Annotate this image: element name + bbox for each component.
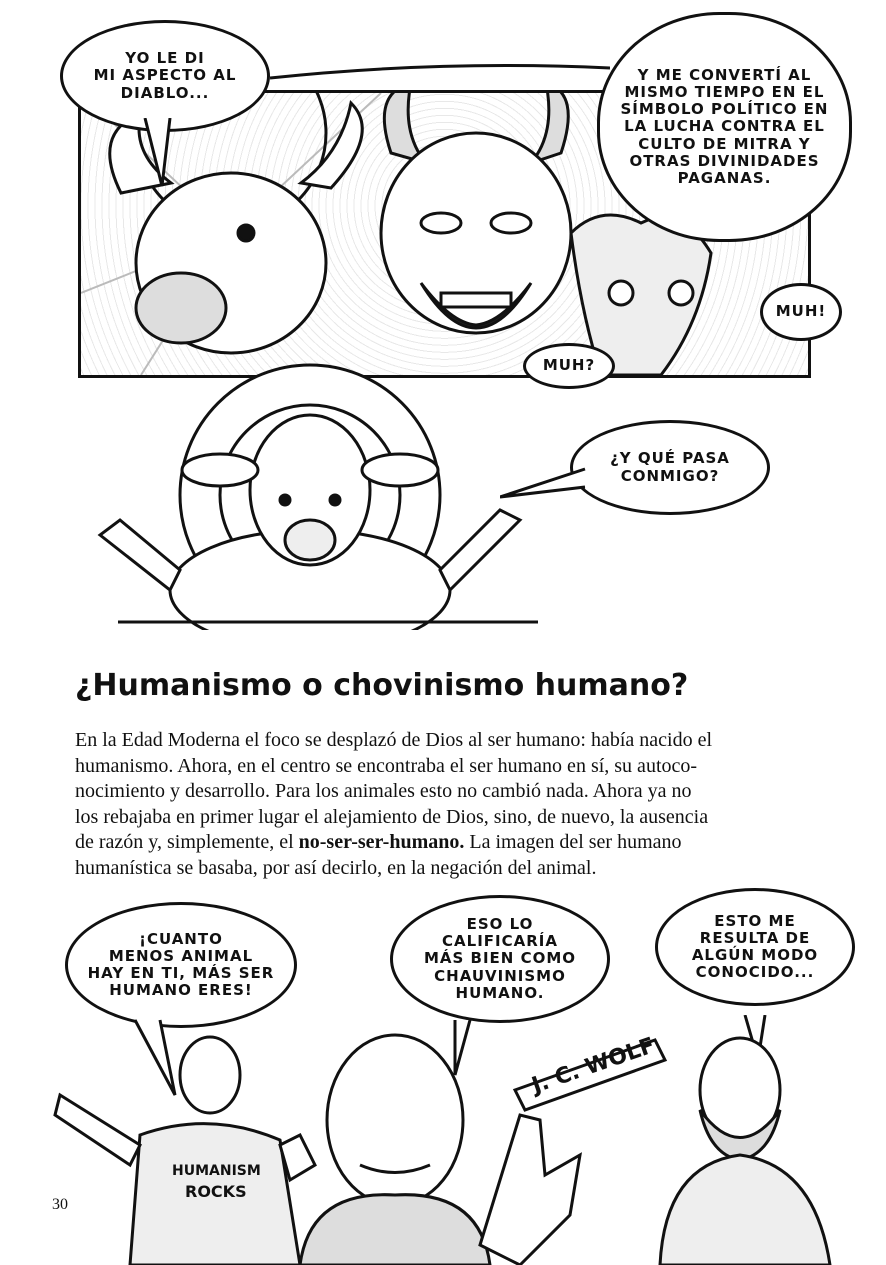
- lamb-bubble-tail: [500, 465, 590, 500]
- sign-text: J. C. WOLF: [528, 1033, 659, 1099]
- body-paragraph: [75, 728, 815, 882]
- devil-speech-bubble: Y ME CONVERTÍ AL MISMO TIEMPO EN EL SÍMBOLO POLÍTICO EN LA LUCHA CONTRA EL CULTO DE MITRA Y OTRAS DIVINIDADES PAGANAS.: [597, 12, 852, 242]
- shirt-text-line1: HUMANISM: [172, 1163, 261, 1179]
- lamb-figure: [100, 415, 520, 630]
- section-heading: ¿Humanismo o chovinismo humano?: [75, 668, 689, 703]
- body-line: nocimiento y desarrollo. Para los animales esto no cambió nada. Ahora ya no: [75, 780, 692, 803]
- lamb-illustration: [60, 360, 560, 630]
- body-line: los rebajaba en primer lugar el alejamiento de Dios, sino, de nuevo, la ausencia: [75, 805, 709, 828]
- bull-speech-bubble: YO LE DI MI ASPECTO AL DIABLO...: [60, 20, 270, 132]
- bubble-connector: [270, 60, 610, 90]
- humanist-figure: [55, 1037, 315, 1265]
- body-line-start: de razón y, simplemente, el: [75, 831, 299, 854]
- body-line-end: La imagen del ser humano: [464, 831, 682, 854]
- lamb-speech-bubble: ¿Y QUÉ PASA CONMIGO?: [570, 420, 770, 515]
- muh-question-bubble: MUH?: [523, 343, 615, 389]
- humanist-speech-bubble: ¡CUANTO MENOS ANIMAL HAY EN TI, MÁS SER HUMANO ERES!: [65, 902, 297, 1028]
- body-line: En la Edad Moderna el foco se desplazó de Dios al ser humano: había nacido el: [75, 729, 713, 751]
- page-number: 30: [52, 1196, 68, 1213]
- emphasis-term: no-ser-ser-humano.: [298, 831, 465, 854]
- sage-speech-bubble: ESTO ME RESULTA DE ALGÚN MODO CONOCIDO...: [655, 888, 855, 1006]
- bottom-panel-illustration: [0, 1015, 886, 1265]
- bull-bubble-tail: [140, 118, 180, 188]
- body-line: humanismo. Ahora, en el centro se encontraba el ser humano en sí, su autoco-: [75, 754, 698, 777]
- body-line: [75, 830, 815, 856]
- muh-exclaim-bubble: MUH!: [760, 283, 842, 341]
- body-line: humanística se basaba, por así decirlo, en la negación del animal.: [75, 856, 597, 879]
- devil-figure: [381, 93, 571, 333]
- sage-figure: [660, 1038, 830, 1265]
- professor-figure: [300, 1035, 580, 1265]
- professor-speech-bubble: ESO LO CALIFICARÍA MÁS BIEN COMO CHAUVINISMO HUMANO.: [390, 895, 610, 1023]
- shirt-text-line2: ROCKS: [185, 1182, 247, 1201]
- name-sign: [515, 1033, 665, 1110]
